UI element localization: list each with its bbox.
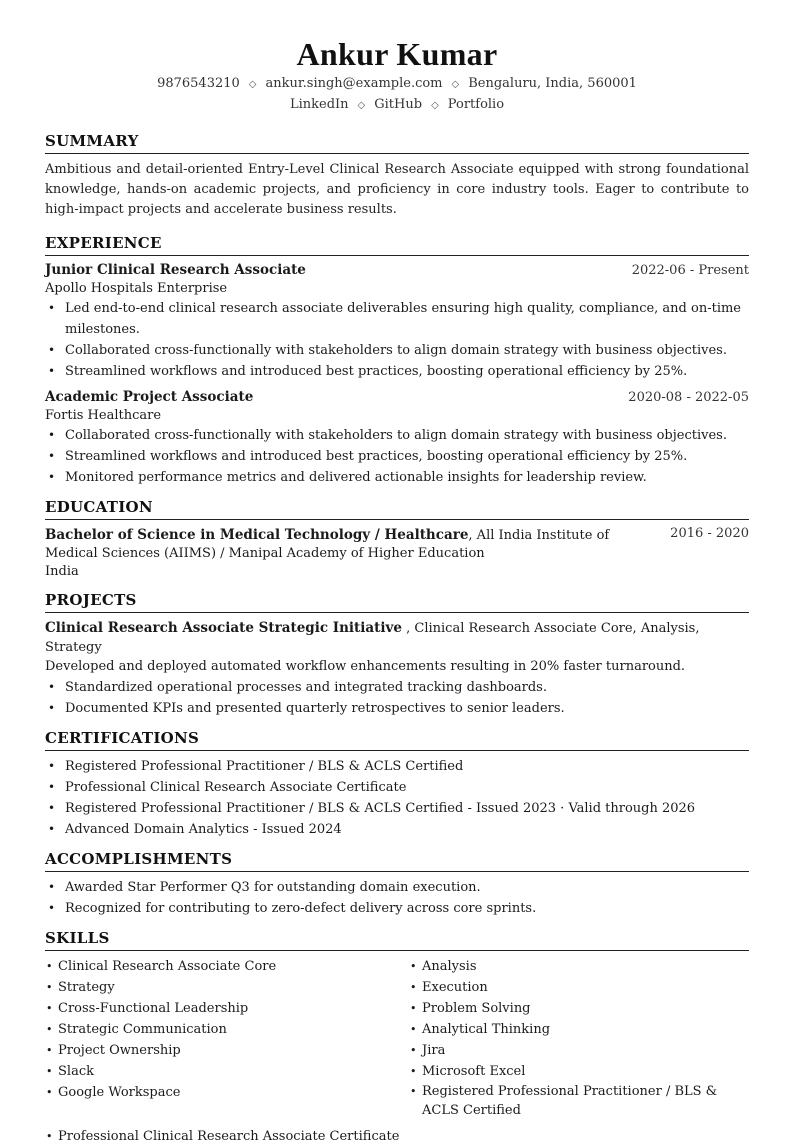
experience-section (45, 234, 749, 488)
skill-item: • Project Ownership (45, 1040, 409, 1061)
list-item: • Led end-to-end clinical research associate deliverables ensuring high quality, compliance, and on-time milestones. (45, 298, 749, 340)
skill-item: • Clinical Research Associate Core (45, 956, 409, 977)
summary-text: Ambitious and detail-oriented Entry-Level Clinical Research Associate equipped with strong foundational knowledge, hands-on academic projects, and proficiency in core industry tools. Eager to contribute to high-impact projects and accelerate business results. (45, 162, 749, 217)
education-dates: 2016 - 2020 (670, 526, 749, 541)
list-item: • Advanced Domain Analytics - Issued 2024 (45, 819, 749, 840)
summary-section (45, 132, 749, 220)
certifications-section (45, 729, 749, 840)
degree: Bachelor of Science in Medical Technology / Healthcare (45, 527, 469, 543)
links-line (45, 95, 749, 116)
section-title: EXPERIENCE (45, 234, 749, 256)
skill-item: • Jira (409, 1040, 749, 1061)
section-title: PROJECTS (45, 591, 749, 613)
skills-section (45, 929, 749, 1147)
list-item: • Monitored performance metrics and delivered actionable insights for leadership review. (45, 467, 749, 488)
job-dates: 2022-06 - Present (631, 263, 749, 278)
skill-item: • Problem Solving (409, 998, 749, 1019)
job-bullets (45, 298, 749, 382)
section-title: CERTIFICATIONS (45, 729, 749, 751)
certifications-list (45, 756, 749, 840)
education-section (45, 498, 749, 581)
project-heading (45, 619, 749, 657)
accomplishments-list (45, 877, 749, 919)
list-item: • Streamlined workflows and introduced best practices, boosting operational efficiency by 25%. (45, 446, 749, 467)
list-item: • Standardized operational processes and integrated tracking dashboards. (45, 677, 749, 698)
candidate-name: Ankur Kumar (296, 36, 498, 72)
resume-page (45, 36, 749, 1147)
linkedin-link[interactable]: LinkedIn (289, 97, 349, 112)
skill-item: • Strategic Communication (45, 1019, 409, 1040)
section-title: ACCOMPLISHMENTS (45, 850, 749, 872)
skill-item: • Microsoft Excel (409, 1061, 749, 1082)
company-name: Fortis Healthcare (45, 408, 162, 423)
job-entry (45, 388, 749, 488)
skill-item: • Slack (45, 1061, 409, 1082)
list-item: • Documented KPIs and presented quarterly retrospectives to senior leaders. (45, 698, 749, 719)
section-title: SUMMARY (45, 132, 749, 154)
github-link[interactable]: GitHub (374, 97, 423, 112)
job-entry (45, 261, 749, 382)
job-bullets (45, 425, 749, 488)
separator-diamond-icon: ◇ (357, 100, 366, 111)
email: ankur.singh@example.com (265, 76, 443, 91)
section-title: SKILLS (45, 929, 749, 951)
skill-item: • Professional Clinical Research Associate Certificate (45, 1126, 409, 1147)
skill-item: • Execution (409, 977, 749, 998)
list-item: • Collaborated cross-functionally with stakeholders to align domain strategy with business objectives. (45, 425, 749, 446)
job-title: Junior Clinical Research Associate (45, 262, 306, 278)
projects-section (45, 591, 749, 719)
skill-item: • Strategy (45, 977, 409, 998)
skill-item: • Google Workspace (45, 1082, 409, 1120)
school: , All India Institute of Medical Sciences (AIIMS) / Manipal Academy of Higher Education (45, 528, 610, 561)
list-item: • Registered Professional Practitioner / BLS & ACLS Certified (45, 756, 749, 777)
accomplishments-section (45, 850, 749, 919)
education-country: India (45, 564, 79, 579)
skill-item: • Registered Professional Practitioner / BLS & ACLS Certified (409, 1082, 749, 1120)
company-name: Apollo Hospitals Enterprise (45, 281, 228, 296)
separator-diamond-icon: ◇ (451, 79, 460, 90)
project-bullets (45, 677, 749, 719)
section-title: EDUCATION (45, 498, 749, 520)
skills-list (45, 956, 749, 1147)
list-item: • Streamlined workflows and introduced best practices, boosting operational efficiency by 25%. (45, 361, 749, 382)
skill-item: • Analysis (409, 956, 749, 977)
contact-line (45, 74, 749, 95)
list-item: • Awarded Star Performer Q3 for outstanding domain execution. (45, 877, 749, 898)
location: Bengaluru, India, 560001 (468, 76, 637, 91)
list-item: • Collaborated cross-functionally with stakeholders to align domain strategy with business objectives. (45, 340, 749, 361)
skill-item: • Analytical Thinking (409, 1019, 749, 1040)
separator-diamond-icon: ◇ (248, 79, 257, 90)
list-item: • Registered Professional Practitioner / BLS & ACLS Certified - Issued 2023 · Valid through 2026 (45, 798, 749, 819)
education-entry (45, 526, 645, 581)
job-dates: 2020-08 - 2022-05 (628, 390, 749, 405)
project-name: Clinical Research Associate Strategic Initiative (45, 620, 402, 636)
project-description: Developed and deployed automated workflow enhancements resulting in 20% faster turnaround. (45, 659, 686, 674)
job-title: Academic Project Associate (45, 389, 254, 405)
list-item: • Recognized for contributing to zero-defect delivery across core sprints. (45, 898, 749, 919)
phone: 9876543210 (157, 76, 240, 91)
list-item: • Professional Clinical Research Associate Certificate (45, 777, 749, 798)
project-tags: , Clinical Research Associate Core, Analysis, Strategy (45, 621, 700, 655)
portfolio-link[interactable]: Portfolio (447, 97, 505, 112)
separator-diamond-icon: ◇ (431, 100, 439, 111)
skill-item: • Cross-Functional Leadership (45, 998, 409, 1019)
